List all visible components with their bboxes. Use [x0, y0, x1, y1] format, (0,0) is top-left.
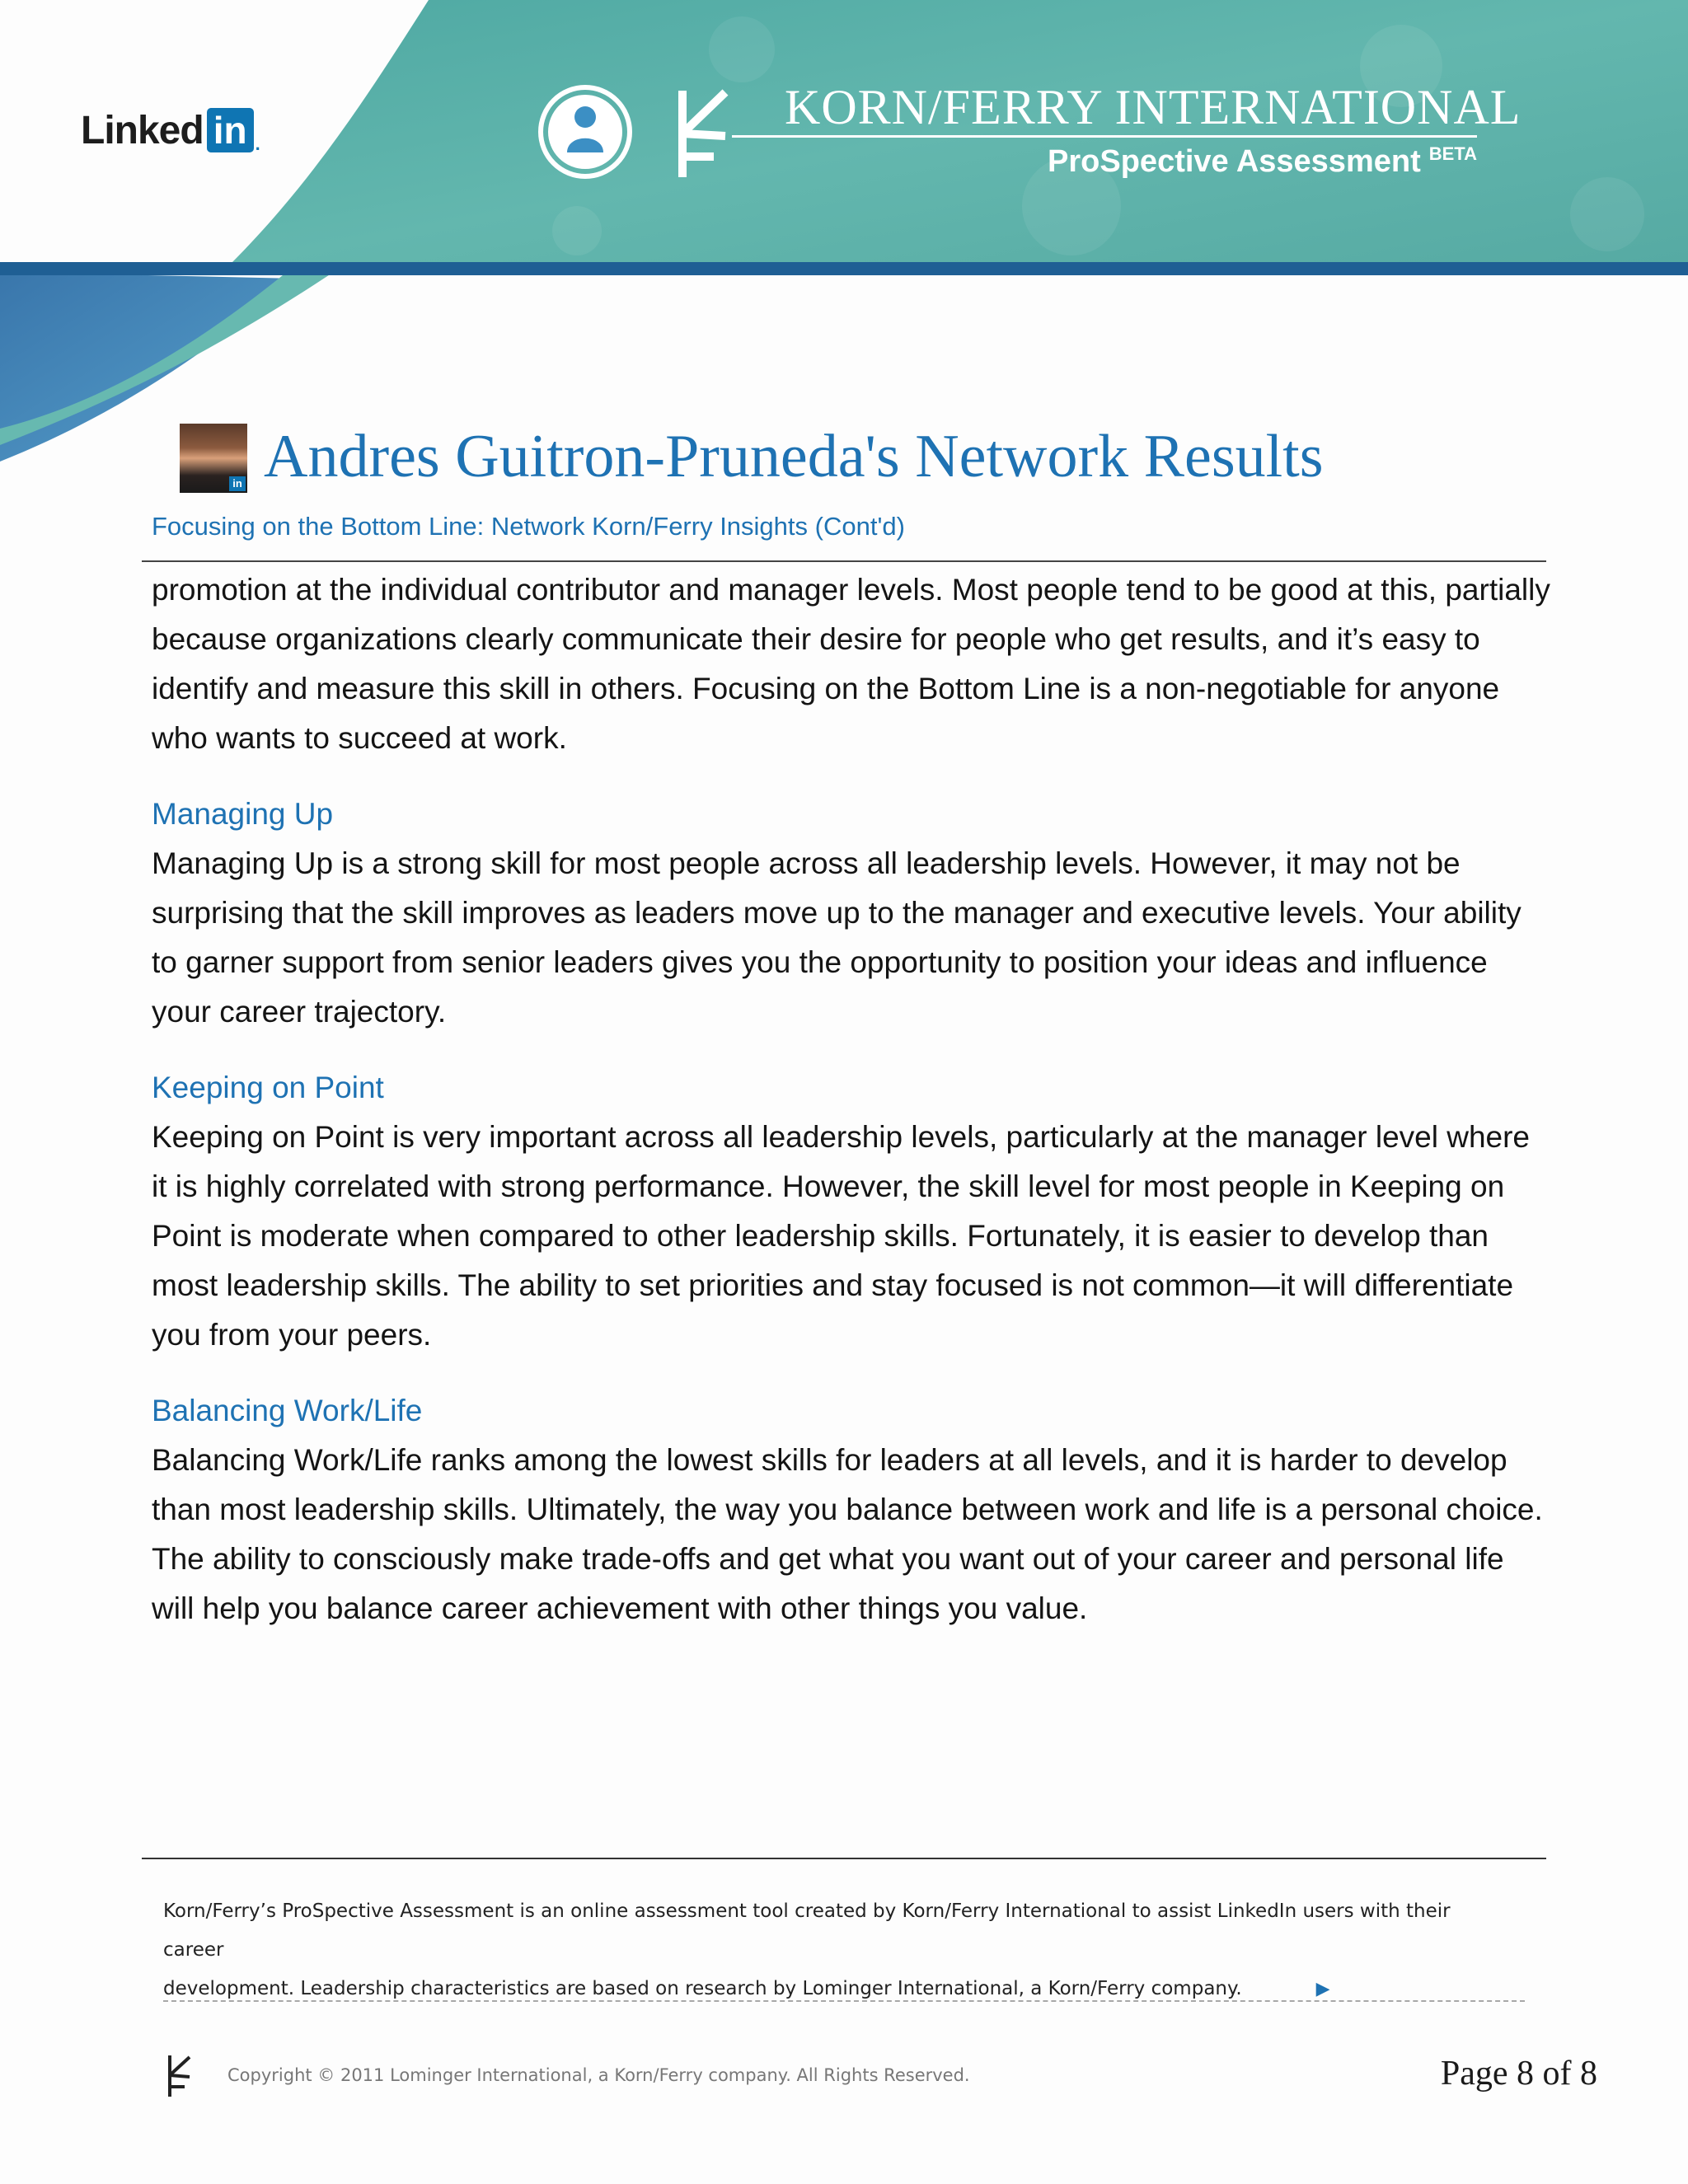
footer-divider	[142, 1858, 1546, 1859]
footer-note-line-1: Korn/Ferry’s ProSpective Assessment is an online assessment tool created by Korn/Ferry International to assist LinkedIn users with their career	[163, 1900, 1451, 1961]
header-banner	[0, 0, 1688, 462]
korn-ferry-small-logo-icon	[165, 2052, 195, 2098]
main-content	[152, 565, 1553, 1633]
footer-note	[163, 1892, 1515, 2008]
page-title: Andres Guitron-Pruneda's Network Results	[264, 423, 1324, 490]
paragraph-keeping-on-point: Keeping on Point is very important across all leadership levels, particularly at the manager level where it is highly correlated with strong performance. However, the skill level for most people in Keeping on Point is moderate when compared to other leadership skills. Fortunately, it is easier to develop than most leadership skills. The ability to set priorities and stay focused is not common—it will differentiate you from your peers.	[152, 1120, 1531, 1352]
linkedin-logo-dot: .	[255, 134, 260, 154]
header-divider	[732, 135, 1477, 138]
beta-badge: BETA	[1428, 143, 1477, 164]
section-subtitle: Focusing on the Bottom Line: Network Korn/Ferry Insights (Cont'd)	[152, 512, 905, 541]
paragraph-balancing-work-life: Balancing Work/Life ranks among the lowest skills for leaders at all levels, and it is harder to develop than most leadership skills. Ultimately, the way you balance between work and life is a personal choice. The ability to consciously make trade-offs and get what you want out of your career and personal life will help you balance career achievement with other things you value.	[152, 1443, 1543, 1625]
heading-keeping-on-point: Keeping on Point	[152, 1071, 384, 1104]
paragraph-managing-up: Managing Up is a strong skill for most people across all leadership levels. However, it may not be surprising that the skill improves as leaders move up to the manager and executive levels. Your ability to garner support from senior leaders gives you the opportunity to position your ideas and influence your career trajectory.	[152, 846, 1522, 1029]
korn-ferry-title: KORN/FERRY INTERNATIONAL	[785, 80, 1522, 134]
title-divider	[142, 560, 1546, 562]
heading-balancing-work-life: Balancing Work/Life	[152, 1394, 423, 1427]
linkedin-logo-word: Linked	[81, 108, 204, 152]
play-icon[interactable]: ▶	[1315, 1979, 1330, 1999]
avatar	[180, 424, 247, 493]
assessment-name: ProSpective Assessment	[1048, 144, 1421, 179]
linkedin-logo-box: in	[207, 108, 254, 152]
heading-managing-up: Managing Up	[152, 797, 334, 831]
footer-note-line-2-text: development. Leadership characteristics are based on research by Lominger International, a Korn/Ferry company.	[163, 1978, 1242, 1999]
linkedin-badge-icon: in	[229, 476, 246, 491]
linkedin-logo	[81, 105, 260, 155]
assessment-icon	[541, 87, 630, 176]
intro-paragraph: promotion at the individual contributor and manager levels. Most people tend to be good at this, partially because organizations clearly communicate their desire for people who get results, and it’s easy to identify and measure this skill in others. Focusing on the Bottom Line is a non-negotiable for anyone who wants to succeed at work.	[152, 573, 1550, 755]
footer-note-line-2	[163, 1970, 1515, 2008]
dashed-divider	[163, 2000, 1525, 2002]
assessment-subtitle	[1048, 143, 1477, 180]
page-number: Page 8 of 8	[1440, 2055, 1597, 2093]
copyright-text: Copyright © 2011 Lominger International, a Korn/Ferry company. All Rights Reserved.	[227, 2065, 970, 2085]
